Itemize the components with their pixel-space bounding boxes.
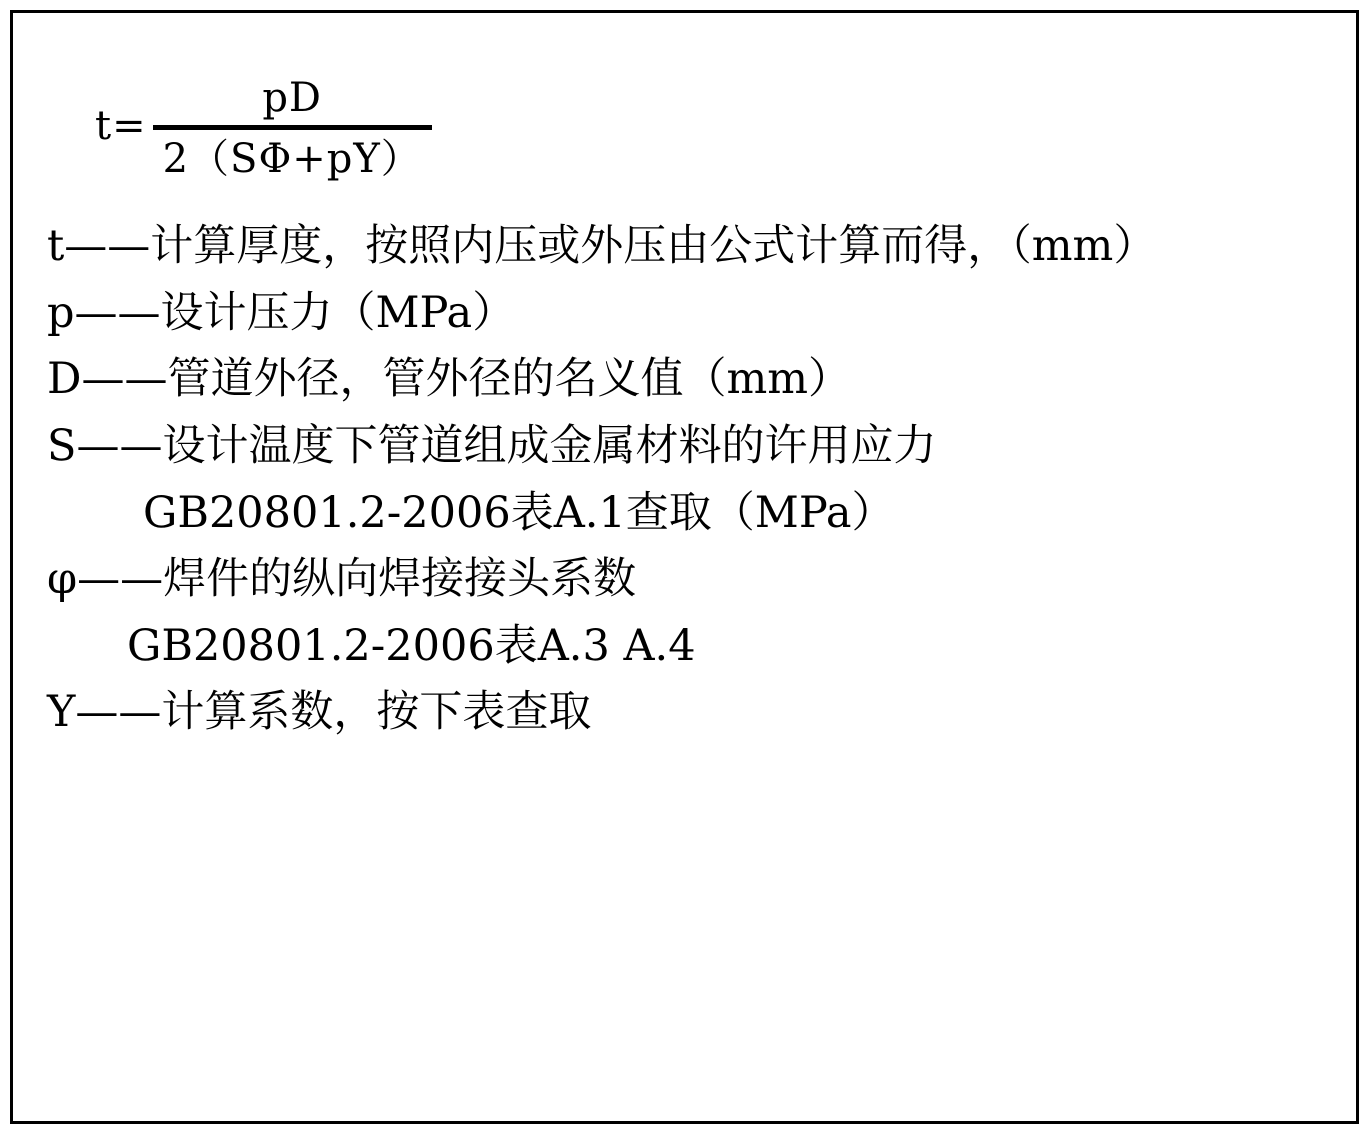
formula-denominator: 2（SΦ+pY） bbox=[162, 135, 422, 182]
definition-line-y: Y——计算系数，按下表查取 bbox=[47, 687, 592, 738]
definition-list bbox=[47, 213, 1322, 746]
formula-fraction bbox=[153, 75, 432, 182]
content-frame bbox=[10, 10, 1359, 1124]
definition-line-phi: φ——焊件的纵向焊接接头系数 bbox=[47, 554, 637, 605]
definition-line-s-reference: GB20801.2-2006表A.1查取（MPa） bbox=[143, 487, 895, 538]
definition-line-s: S——设计温度下管道组成金属材料的许用应力 bbox=[47, 420, 937, 471]
formula-left-hand-side: t= bbox=[95, 103, 147, 149]
thickness-formula bbox=[95, 53, 1322, 203]
definition-line-d: D——管道外径，管外径的名义值（mm） bbox=[47, 354, 852, 405]
formula-numerator: pD bbox=[262, 74, 323, 121]
definition-line-phi-reference: GB20801.2-2006表A.3 A.4 bbox=[127, 620, 696, 671]
definition-line-t: t——计算厚度，按照内压或外压由公式计算而得，（mm） bbox=[47, 221, 1157, 271]
definition-line-p: p——设计压力（MPa） bbox=[47, 287, 516, 338]
